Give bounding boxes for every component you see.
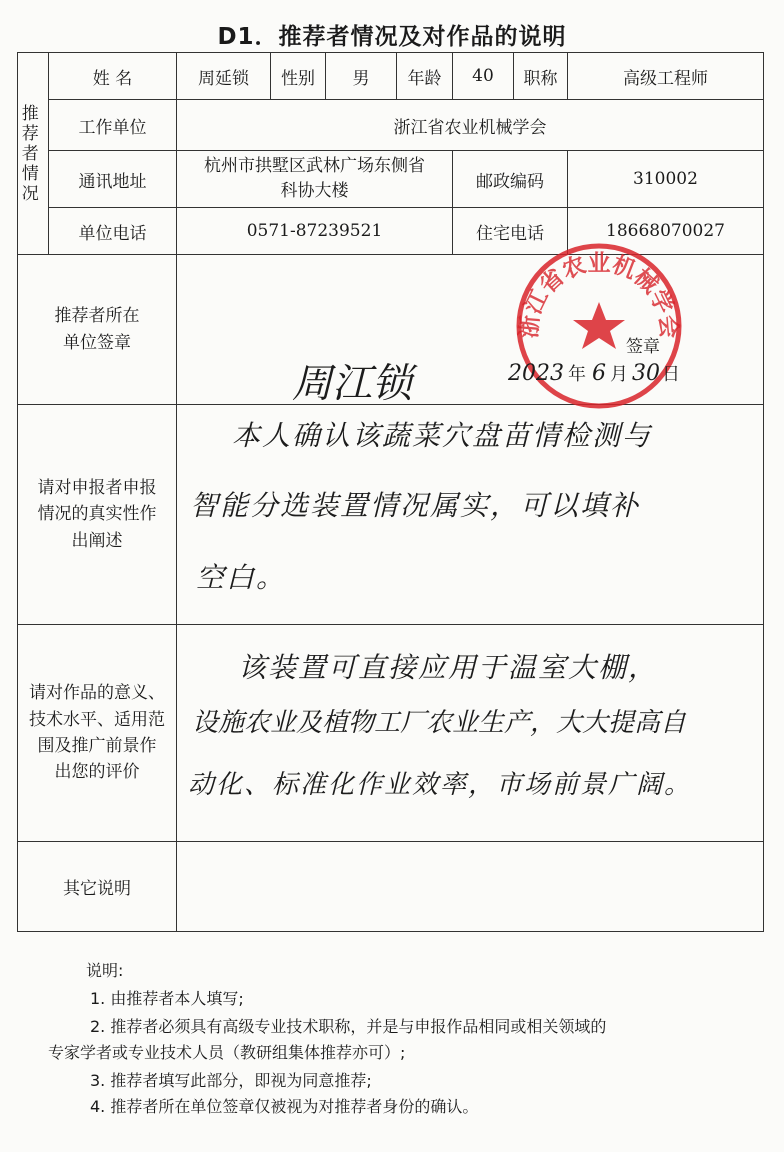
handwritten-signature: 周江锁: [292, 361, 412, 407]
note-2-line-2: 专家学者或专业技术人员（教研组集体推荐亦可）;: [48, 1043, 406, 1062]
home-phone-label: 住宅电话: [453, 208, 568, 255]
truth-handwriting-line-3: 空白。: [196, 561, 287, 594]
date-year: 2023: [508, 361, 564, 386]
gender-value: 男: [326, 53, 397, 100]
evaluation-handwriting-line-3: 动化、标准化作业效率，市场前景广阔。: [188, 770, 693, 800]
address-line-1: 杭州市拱墅区武林广场东侧省: [204, 156, 425, 177]
evaluation-label-line-3: 围及推广前景作: [37, 736, 157, 756]
truth-label-line-3: 出阐述: [71, 530, 123, 551]
stamp-word: 签章: [626, 337, 660, 357]
gender-label: 性别: [271, 53, 326, 100]
work-unit-value: 浙江省农业机械学会: [177, 100, 764, 151]
notes-heading: 说明:: [86, 961, 124, 980]
evaluation-handwriting-line-2: 设施农业及植物工厂农业生产，大大提高自: [192, 708, 687, 738]
age-value: 40: [453, 53, 514, 100]
evaluation-label-cell: [18, 625, 177, 842]
evaluation-label-line-4: 出您的评价: [54, 762, 140, 783]
truth-handwriting-line-2: 智能分选装置情况属实，可以填补: [190, 489, 641, 522]
official-seal: [513, 240, 685, 412]
age-label: 年龄: [397, 53, 453, 100]
date-day: 30: [632, 361, 660, 386]
seal-text: 浙江省农业机械学会: [516, 250, 682, 340]
evaluation-label-line-2: 技术水平、适用范: [29, 709, 165, 730]
date-month-suffix: 月: [610, 364, 628, 385]
truth-label-cell: [18, 405, 177, 625]
date-year-suffix: 年: [568, 364, 586, 385]
section-label: 推荐者情况: [17, 103, 38, 204]
address-label: 通讯地址: [49, 151, 177, 208]
home-phone-value: 18668070027: [568, 208, 764, 255]
other-notes-label: 其它说明: [18, 842, 177, 932]
page-title: D1．推荐者情况及对作品的说明: [217, 24, 567, 50]
seal-star-icon: [573, 302, 625, 349]
job-title-label: 职称: [514, 53, 568, 100]
job-title-value: 高级工程师: [568, 53, 764, 100]
unit-sign-label-line-1: 推荐者所在: [54, 306, 140, 327]
name-value: 周延锁: [177, 53, 271, 100]
other-notes-cell: [177, 842, 764, 932]
note-4: 4. 推荐者所在单位签章仅被视为对推荐者身份的确认。: [90, 1097, 479, 1116]
postcode-value: 310002: [568, 151, 764, 208]
name-label: 姓 名: [49, 53, 177, 100]
note-2-line-1: 2. 推荐者必须具有高级专业技术职称，并是与申报作品相同或相关领域的: [90, 1017, 607, 1036]
truth-handwriting-line-1: 本人确认该蔬菜穴盘苗情检测与: [232, 419, 653, 452]
address-line-2: 科协大楼: [280, 181, 349, 201]
address-value: [177, 151, 453, 208]
evaluation-handwriting-line-1: 该装置可直接应用于温室大棚，: [238, 651, 659, 684]
section-label-cell: [18, 53, 49, 255]
date-month: 6: [592, 361, 606, 386]
office-phone-value: 0571-87239521: [177, 208, 453, 255]
note-3: 3. 推荐者填写此部分，即视为同意推荐;: [90, 1071, 372, 1090]
note-1: 1. 由推荐者本人填写;: [90, 989, 244, 1008]
postcode-label: 邮政编码: [453, 151, 568, 208]
work-unit-label: 工作单位: [49, 100, 177, 151]
evaluation-label-line-1: 请对作品的意义、: [29, 683, 165, 704]
truth-label-line-1: 请对申报者申报: [37, 477, 157, 498]
truth-label-line-2: 情况的真实性作: [37, 504, 157, 525]
sign-date: [508, 360, 680, 386]
date-day-suffix: 日: [662, 364, 680, 385]
unit-sign-label-cell: [18, 255, 177, 405]
unit-sign-label-line-2: 单位签章: [63, 332, 131, 353]
office-phone-label: 单位电话: [49, 208, 177, 255]
